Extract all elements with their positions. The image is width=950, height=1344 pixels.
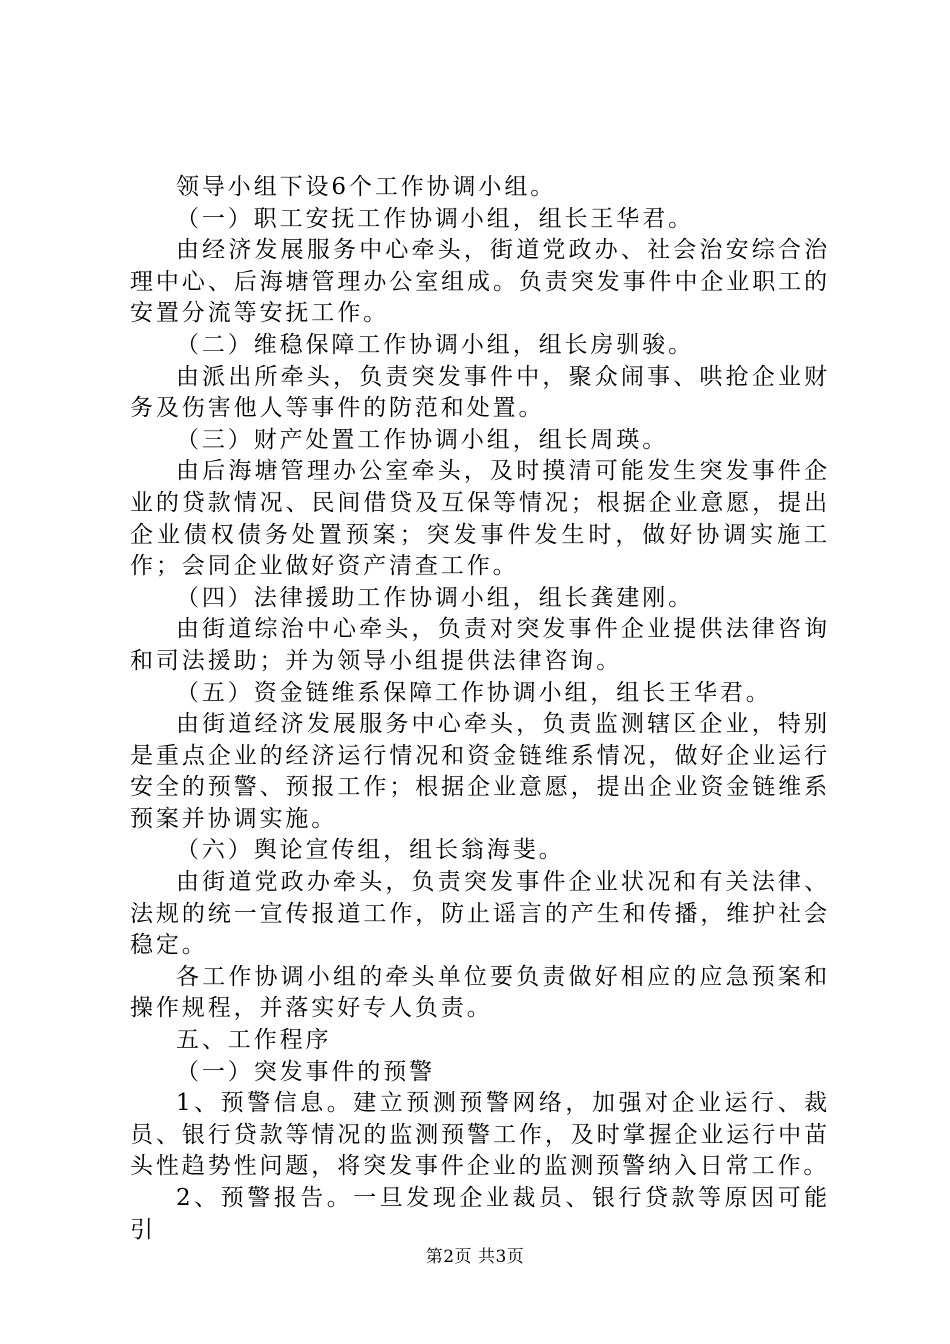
paragraph: 由经济发展服务中心牵头，街道党政办、社会治安综合治理中心、后海塘管理办公室组成。负责突发事件中企业职工的安置分流等安抚工作。 xyxy=(130,237,830,327)
paragraph: 由后海塘管理办公室牵头，及时摸清可能发生突发事件企业的贷款情况、民间借贷及互保等情况；根据企业意愿，提出企业债权债务处置预案；突发事件发生时，做好协调实施工作；会同企业做好资产清查工作。 xyxy=(130,458,830,580)
page-footer: 第2页 共3页 xyxy=(425,1247,525,1267)
paragraph: 1、预警信息。建立预测预警网络，加强对企业运行、裁员、银行贷款等情况的监测预警工作，及时掌握企业运行中苗头性趋势性问题，将突发事件企业的监测预警纳入日常工作。 xyxy=(130,1090,830,1180)
paragraph: 领导小组下设6个工作协调小组。 xyxy=(176,174,557,200)
paragraph: 由街道党政办牵头，负责突发事件企业状况和有关法律、法规的统一宣传报道工作，防止谣言的产生和传播，维护社会稳定。 xyxy=(130,869,830,959)
section-heading: （四）法律援助工作协调小组，组长龚建刚。 xyxy=(176,584,694,611)
paragraph: 由街道经济发展服务中心牵头，负责监测辖区企业，特别是重点企业的经济运行情况和资金链维系情况，做好企业运行安全的预警、预报工作；根据企业意愿，提出企业资金链维系预案并协调实施。 xyxy=(130,711,830,832)
section-heading: （三）财产处置工作协调小组，组长周瑛。 xyxy=(176,426,669,453)
paragraph: 2、预警报告。一旦发现企业裁员、银行贷款等原因可能引 xyxy=(130,1185,830,1243)
section-heading: （二）维稳保障工作协调小组，组长房驯骏。 xyxy=(176,331,694,358)
chapter-heading: 五、工作程序 xyxy=(176,1027,332,1054)
section-heading: （一）突发事件的预警 xyxy=(176,1058,435,1085)
section-heading: （五）资金链维系保障工作协调小组，组长王华君。 xyxy=(176,679,772,706)
section-heading: （一）职工安抚工作协调小组，组长王华君。 xyxy=(176,205,694,232)
document-body xyxy=(130,172,830,1246)
paragraph: 各工作协调小组的牵头单位要负责做好相应的应急预案和操作规程，并落实好专人负责。 xyxy=(130,963,830,1022)
paragraph: 由派出所牵头，负责突发事件中，聚众闹事、哄抢企业财务及伤害他人等事件的防范和处置。 xyxy=(130,363,830,422)
section-heading: （六）舆论宣传组，组长翁海斐。 xyxy=(176,837,565,864)
paragraph: 由街道综治中心牵头，负责对突发事件企业提供法律咨询和司法援助；并为领导小组提供法律咨询。 xyxy=(130,616,830,674)
